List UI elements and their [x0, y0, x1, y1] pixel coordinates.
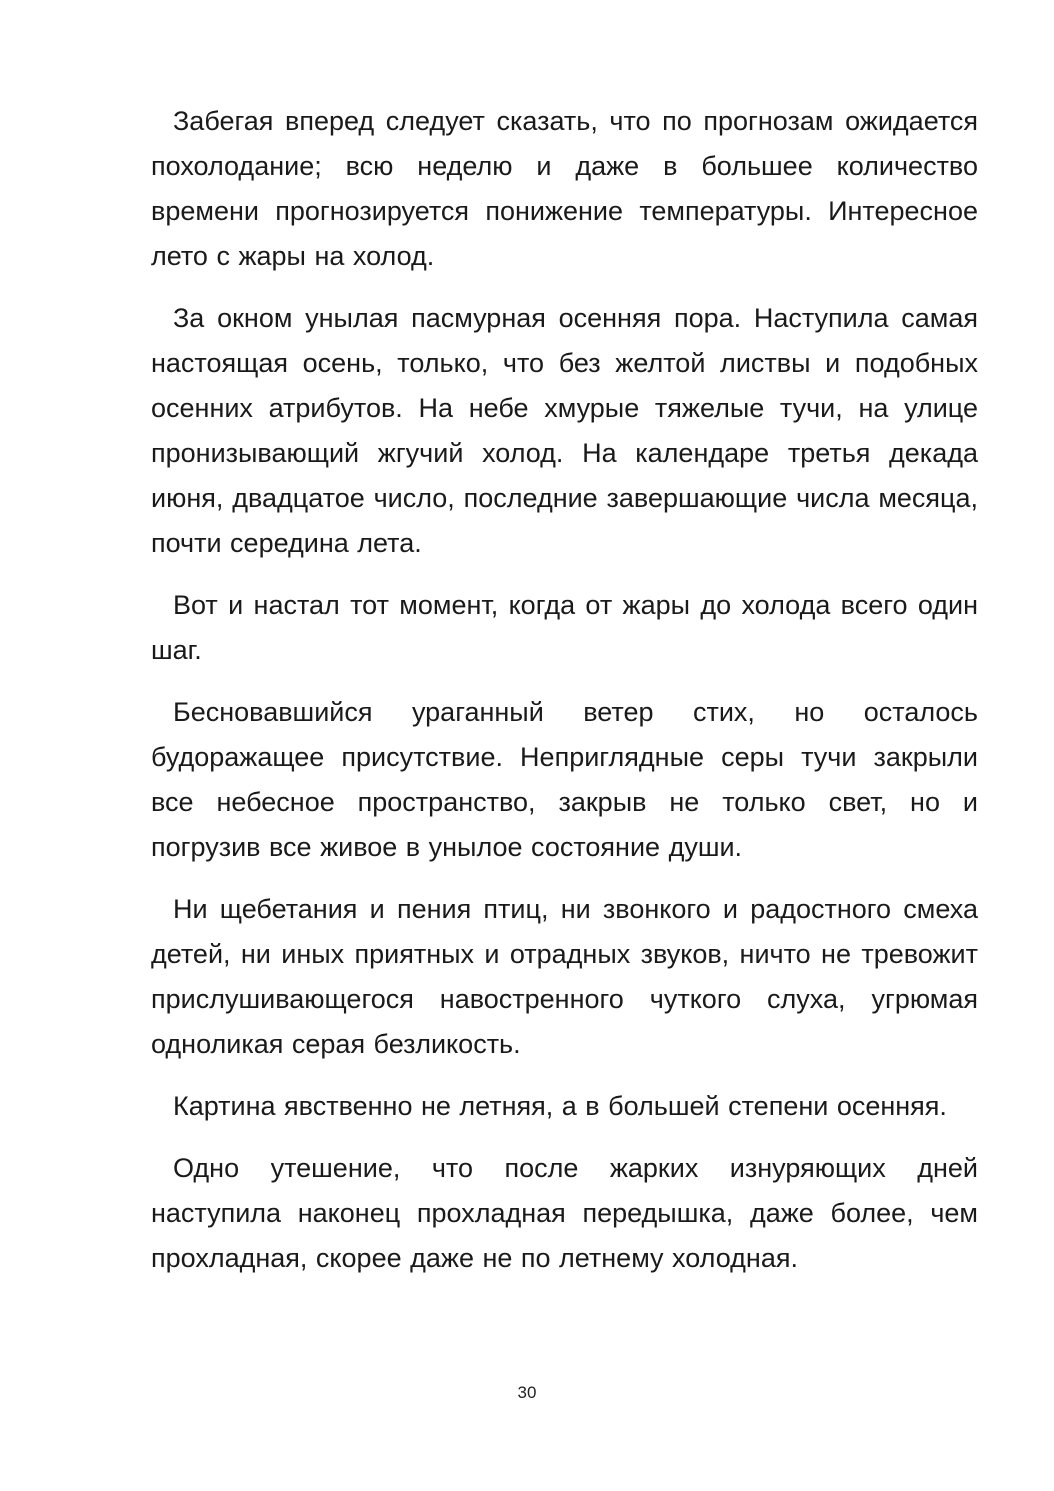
page-number: 30 — [517, 1383, 537, 1402]
paragraph-6: Картина явственно не летняя, а в большей степени осенняя. — [173, 1091, 947, 1121]
paragraph-3: Вот и настал тот момент, когда от жары до холода всего один шаг. — [151, 590, 978, 665]
paragraph-5: Ни щебетания и пения птиц, ни звонкого и радостного смеха детей, ни иных приятных и отрадных звуков, ничто не тревожит прислушивающегося навостренного чуткого слуха, угрюмая одноликая серая безликость. — [151, 894, 978, 1059]
paragraph-7: Одно утешение, что после жарких изнуряющих дней наступила наконец прохладная передышка, даже более, чем прохладная, скорее даже не по летнему холодная. — [151, 1153, 978, 1273]
body-text — [151, 99, 978, 1298]
paragraph-2: За окном унылая пасмурная осенняя пора. Наступила самая настоящая осень, только, что без желтой листвы и подобных осенних атрибутов. На небе хмурые тяжелые тучи, на улице пронизывающий жгучий холод. На календаре третья декада июня, двадцатое число, последние завершающие числа месяца, почти середина лета. — [151, 303, 978, 558]
paragraph-4: Бесновавшийся ураганный ветер стих, но осталось будоражащее присутствие. Неприглядные серы тучи закрыли все небесное пространство, закрыв не только свет, но и погрузив все живое в унылое состояние души. — [151, 697, 978, 862]
paragraph-1: Забегая вперед следует сказать, что по прогнозам ожидается похолодание; всю неделю и даже в большее количество времени прогнозируется понижение температуры. Интересное лето с жары на холод. — [151, 106, 978, 271]
